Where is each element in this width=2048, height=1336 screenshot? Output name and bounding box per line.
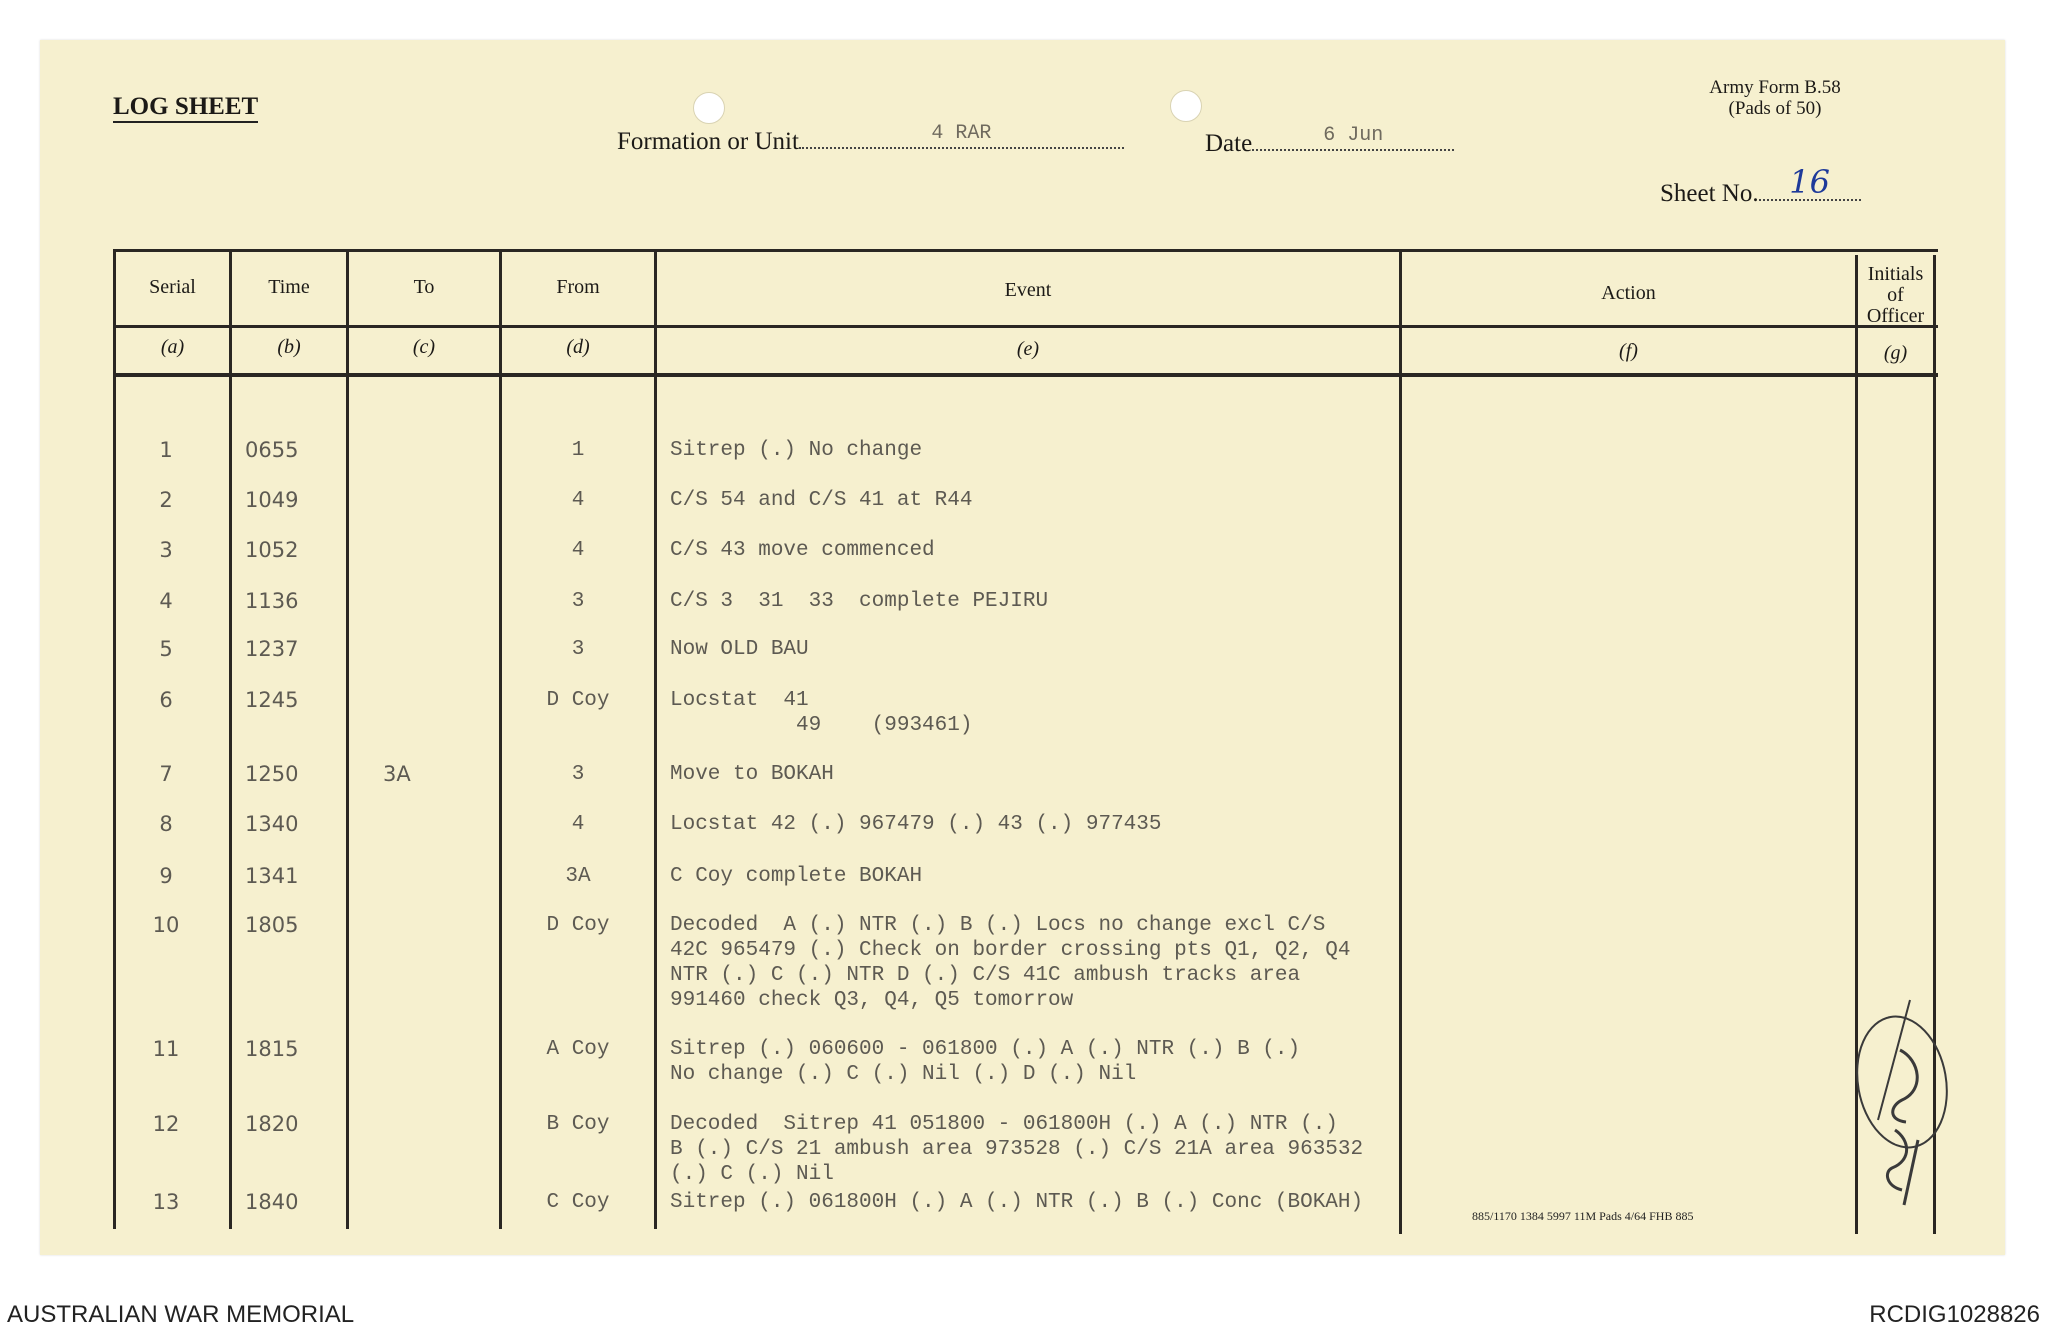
row-time: 1820 (245, 1112, 299, 1136)
row-time: 1052 (245, 538, 299, 562)
col-header-serial: Serial (149, 276, 196, 298)
date-label: Date (1205, 130, 1253, 157)
row-time: 1245 (245, 688, 299, 712)
row-from: 1 (571, 439, 585, 462)
row-from: 3 (571, 590, 585, 613)
col-sub-action: (f) (1619, 340, 1638, 362)
row-serial: 13 (152, 1190, 180, 1214)
date-dotted-line (1252, 125, 1454, 151)
row-time: 1805 (245, 913, 299, 937)
col-sub-from: (d) (566, 336, 590, 358)
row-from: 3A (565, 865, 591, 888)
row-serial: 3 (159, 538, 173, 562)
row-serial: 10 (152, 913, 180, 937)
col-header-time: Time (268, 276, 310, 298)
row-serial: 7 (159, 762, 173, 786)
row-time: 1340 (245, 812, 299, 836)
sheet-number-label: Sheet No. (1660, 180, 1759, 207)
row-event: Locstat 42 (.) 967479 (.) 43 (.) 977435 (670, 813, 1162, 836)
col-header-event: Event (1004, 279, 1052, 301)
row-serial: 5 (159, 637, 173, 661)
row-serial: 8 (159, 812, 173, 836)
row-time: 1840 (245, 1190, 299, 1214)
sheet-number-field (1660, 163, 1861, 208)
formation-field (617, 123, 1124, 156)
row-event: C/S 3 31 33 complete PEJIRU (670, 590, 1049, 613)
row-time: 1237 (245, 637, 299, 661)
form-name-line2: (Pads of 50) (1728, 98, 1822, 119)
row-from: D Coy (546, 689, 610, 712)
row-from: B Coy (546, 1113, 610, 1136)
formation-dotted-line (799, 123, 1124, 149)
row-event: C Coy complete BOKAH (670, 865, 923, 888)
date-value: 6 Jun (1323, 124, 1384, 147)
row-event: Now OLD BAU (670, 638, 809, 661)
row-time: 1815 (245, 1037, 299, 1061)
row-from: 4 (571, 539, 585, 562)
row-from: D Coy (546, 914, 610, 937)
row-event: C/S 43 move commenced (670, 539, 935, 562)
col-header-from: From (556, 276, 600, 298)
row-event: Decoded Sitrep 41 051800 - 061800H (.) A (.) NTR (.) B (.) C/S 21 ambush area 973528 (.) C/S 21A area 963532 (.) C (.) Nil (670, 1113, 1364, 1186)
form-name-line1: Army Form B.58 (1709, 77, 1841, 98)
subheader-rule (113, 373, 1938, 377)
row-from: A Coy (546, 1038, 610, 1061)
row-from: C Coy (546, 1191, 610, 1214)
row-to: 3A (383, 762, 411, 786)
officer-initials-signature (1840, 990, 1950, 1220)
col-sub-serial: (a) (160, 336, 185, 358)
row-event: Move to BOKAH (670, 763, 834, 786)
col-divider-event-action (1399, 249, 1402, 1234)
log-sheet-paper (40, 40, 2005, 1255)
col-sub-to: (c) (412, 336, 436, 358)
row-event: C/S 54 and C/S 41 at R44 (670, 489, 973, 512)
row-serial: 1 (159, 438, 173, 462)
col-divider-to-from (499, 249, 502, 1229)
col-sub-time: (b) (277, 336, 301, 358)
row-event: Locstat 41 49 (993461) (670, 689, 973, 737)
formation-label: Formation or Unit (617, 128, 799, 155)
date-field (1205, 125, 1454, 158)
footer-right: RCDIG1028826 (1869, 1301, 2040, 1328)
formation-value: 4 RAR (931, 122, 992, 145)
col-sub-initials: (g) (1883, 342, 1908, 364)
row-time: 1250 (245, 762, 299, 786)
sheet-title: LOG SHEET (113, 93, 258, 123)
sheet-number-value: 16 (1789, 163, 1830, 201)
row-time: 1341 (245, 864, 299, 888)
row-from: 4 (571, 813, 585, 836)
row-serial: 9 (159, 864, 173, 888)
col-header-action: Action (1601, 282, 1656, 304)
punch-hole-left (693, 92, 725, 124)
row-event: Sitrep (.) 061800H (.) A (.) NTR (.) B (.) Conc (BOKAH) (670, 1191, 1364, 1214)
col-header-to: To (413, 276, 435, 298)
sheet-number-dotted-line (1759, 163, 1861, 201)
row-serial: 11 (152, 1037, 180, 1061)
row-serial: 12 (152, 1112, 180, 1136)
row-time: 1049 (245, 488, 299, 512)
row-from: 3 (571, 763, 585, 786)
row-serial: 4 (159, 589, 173, 613)
col-divider-from-event (654, 249, 657, 1229)
row-event: Sitrep (.) 060600 - 061800 (.) A (.) NTR (.) B (.) No change (.) C (.) Nil (.) D (.) Nil (670, 1038, 1301, 1086)
col-divider-left (113, 249, 116, 1229)
table-top-rule (113, 249, 1938, 252)
row-event: Decoded A (.) NTR (.) B (.) Locs no change excl C/S 42C 965479 (.) Check on border crossing pts Q1, Q2, Q4 NTR (.) C (.) NTR D (.) C/S 41C ambush tracks area 991460 check Q3, Q4, Q5 tomorrow (670, 914, 1351, 1012)
footer-left: AUSTRALIAN WAR MEMORIAL (7, 1301, 355, 1328)
form-name (1700, 77, 1850, 119)
col-divider-time-to (346, 249, 349, 1229)
row-time: 0655 (245, 438, 299, 462)
row-serial: 6 (159, 688, 173, 712)
header-rule (113, 325, 1938, 328)
col-sub-event: (e) (1016, 338, 1040, 360)
row-from: 3 (571, 638, 585, 661)
col-header-initials: Initials of Officer (1866, 263, 1925, 327)
row-serial: 2 (159, 488, 173, 512)
row-event: Sitrep (.) No change (670, 439, 923, 462)
row-from: 4 (571, 489, 585, 512)
print-code: 885/1170 1384 5997 11M Pads 4/64 FHB 885 (1472, 1209, 1694, 1223)
row-time: 1136 (245, 589, 299, 613)
col-divider-serial-time (229, 249, 232, 1229)
punch-hole-right (1170, 90, 1202, 122)
